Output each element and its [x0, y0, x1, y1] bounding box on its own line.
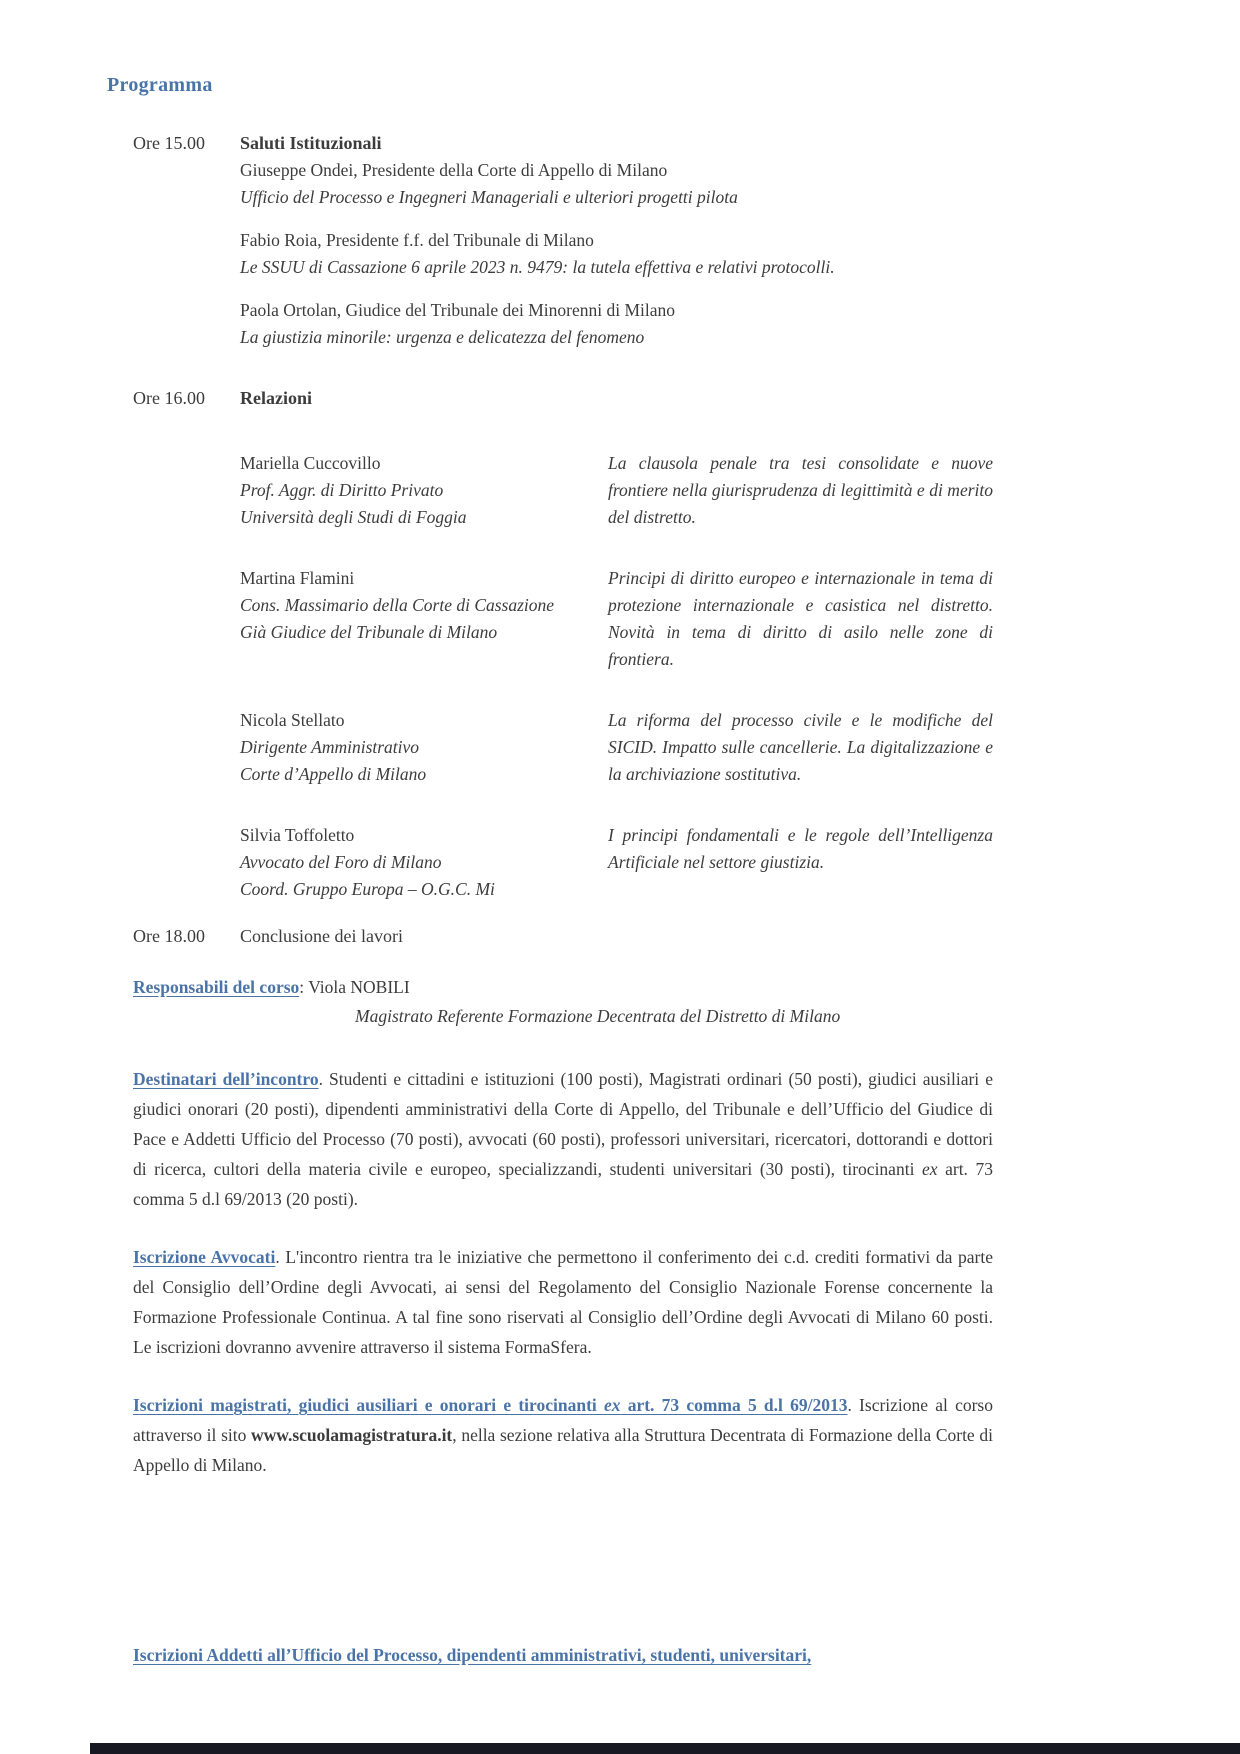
schedule-section-conclusione — [133, 923, 993, 950]
speaker-name: Nicola Stellato — [240, 710, 345, 730]
magistrati-text-end: , nella sezione relativa alla Struttura Decentrata di Formazione della Corte di Appello di Milano. — [133, 1425, 993, 1475]
schedule-content — [240, 385, 993, 412]
talk-title: Ufficio del Processo e Ingegneri Manageriali e ulteriori progetti pilota — [240, 187, 738, 207]
talk-title: Le SSUU di Cassazione 6 aprile 2023 n. 9479: la tutela effettiva e relativi protocolli. — [240, 257, 835, 277]
destinatari-heading: Destinatari dell’incontro — [133, 1069, 319, 1089]
speaker-name: Giuseppe Ondei, Presidente della Corte di Appello di Milano — [240, 160, 668, 180]
schedule-time: Ore 18.00 — [133, 926, 205, 946]
speaker-name: Martina Flamini — [240, 568, 355, 588]
responsabili-line — [133, 974, 993, 1030]
section-destinatari — [133, 1064, 993, 1214]
speaker-name: Mariella Cuccovillo — [240, 453, 381, 473]
speaker-row — [240, 450, 993, 531]
schedule-section-saluti — [133, 130, 993, 351]
talk-abstract: La clausola penale tra tesi consolidate e nuove frontiere nella giurisprudenza di legittimità e di merito del distretto. — [608, 453, 993, 527]
responsabili-separator: : — [299, 977, 309, 997]
schedule-content — [240, 130, 993, 351]
speaker-name: Silvia Toffoletto — [240, 825, 355, 845]
responsabili-label: Responsabili del corso — [133, 977, 300, 997]
speaker-role: Avvocato del Foro di Milano — [240, 852, 442, 872]
talk-abstract: La riforma del processo civile e le modifiche del SICID. Impatto sulle cancellerie. La digitalizzazione e la archiviazione sostitutiva. — [608, 710, 993, 784]
magistrati-heading-text: Iscrizioni magistrati, giudici ausiliari e onorari e tirocinanti — [133, 1395, 604, 1415]
magistrati-text: . Iscrizione al corso attraverso il sito — [133, 1395, 993, 1445]
speaker-role: Dirigente Amministrativo — [240, 737, 420, 757]
schedule-heading: Saluti Istituzionali — [240, 133, 382, 153]
speaker-role: Università degli Studi di Foggia — [240, 507, 467, 527]
speaker-info — [240, 707, 608, 788]
avvocati-text: . L'incontro rientra tra le iniziative che permettono il conferimento dei c.d. crediti formativi da parte del Consiglio dell’Ordine degli Avvocati, ai sensi del Regolamento del Consiglio Nazionale Forense concernente la Formazione Professionale Continua. A tal fine sono riservati al Consiglio dell’Ordine degli Avvocati di Milano 60 posti. Le iscrizioni dovranno avvenire attraverso il sistema FormaSfera. — [133, 1247, 994, 1357]
magistrati-heading-text-end: art. 73 comma 5 d.l 69/2013 — [620, 1395, 848, 1415]
addetti-heading: Iscrizioni Addetti all’Ufficio del Processo, dipendenti amministrativi, studenti, universitari, — [133, 1645, 812, 1665]
magistrati-heading — [133, 1395, 847, 1415]
talk-item — [240, 297, 993, 351]
destinatari-text: . Studenti e cittadini e istituzioni (100 posti), Magistrati ordinari (50 posti), giudici ausiliari e giudici onorari (20 posti), dipendenti amministrativi della Corte di Appello, del Tribunale e dell’Ufficio del Giudice di Pace e Addetti Ufficio del Processo (70 posti), avvocati (60 posti), professori universitari, ricercatori, dottorandi e dottori di ricerca, cultori della materia civile e europeo, specializzandi, studenti universitari (30 posti), tirocinanti — [133, 1069, 993, 1179]
speaker-row — [240, 565, 993, 673]
section-addetti — [133, 1640, 993, 1670]
speaker-role: Già Giudice del Tribunale di Milano — [240, 622, 498, 642]
responsabili-role: Magistrato Referente Formazione Decentrata del Distretto di Milano — [355, 1006, 841, 1026]
speaker-row — [240, 707, 993, 788]
schedule-time: Ore 15.00 — [133, 133, 205, 153]
schedule-heading: Relazioni — [240, 388, 312, 408]
talk-abstract: Principi di diritto europeo e internazionale in tema di protezione internazionale e casistica nel distretto. Novità in tema di diritto di asilo nelle zone di frontiera. — [608, 568, 993, 669]
destinatari-text-end: art. 73 comma 5 d.l 69/2013 (20 posti). — [133, 1159, 993, 1209]
schedule-section-relazioni — [133, 385, 993, 412]
talk-abstract: I principi fondamentali e le regole dell’Intelligenza Artificiale nel settore giustizia. — [608, 825, 993, 872]
avvocati-heading: Iscrizione Avvocati — [133, 1247, 276, 1267]
section-avvocati — [133, 1242, 993, 1362]
website-text: www.scuolamagistratura.it — [251, 1425, 453, 1445]
speaker-name: Fabio Roia, Presidente f.f. del Tribunale di Milano — [240, 230, 594, 250]
schedule-content — [240, 923, 993, 950]
page-title: Programma — [107, 74, 213, 96]
speaker-role: Corte d’Appello di Milano — [240, 764, 427, 784]
responsabili-name: Viola NOBILI — [308, 977, 410, 997]
speaker-name: Paola Ortolan, Giudice del Tribunale dei Minorenni di Milano — [240, 300, 676, 320]
speaker-info — [240, 450, 608, 531]
content-area — [133, 130, 993, 1670]
footer-bar — [90, 1743, 1240, 1754]
speaker-info — [240, 822, 608, 903]
talk-title: La giustizia minorile: urgenza e delicatezza del fenomeno — [240, 327, 645, 347]
speaker-row — [240, 822, 993, 903]
speaker-info — [240, 565, 608, 673]
destinatari-ex-italic: ex — [922, 1159, 938, 1179]
talk-item — [240, 227, 993, 281]
section-magistrati — [133, 1390, 993, 1480]
speaker-role: Coord. Gruppo Europa – O.G.C. Mi — [240, 879, 495, 899]
schedule-time: Ore 16.00 — [133, 388, 205, 408]
speakers-list — [240, 450, 993, 903]
speaker-role: Prof. Aggr. di Diritto Privato — [240, 480, 444, 500]
magistrati-ex-italic: ex — [603, 1395, 621, 1415]
talk-item — [240, 157, 993, 211]
speaker-role: Cons. Massimario della Corte di Cassazione — [240, 595, 555, 615]
schedule-heading: Conclusione dei lavori — [240, 926, 403, 946]
